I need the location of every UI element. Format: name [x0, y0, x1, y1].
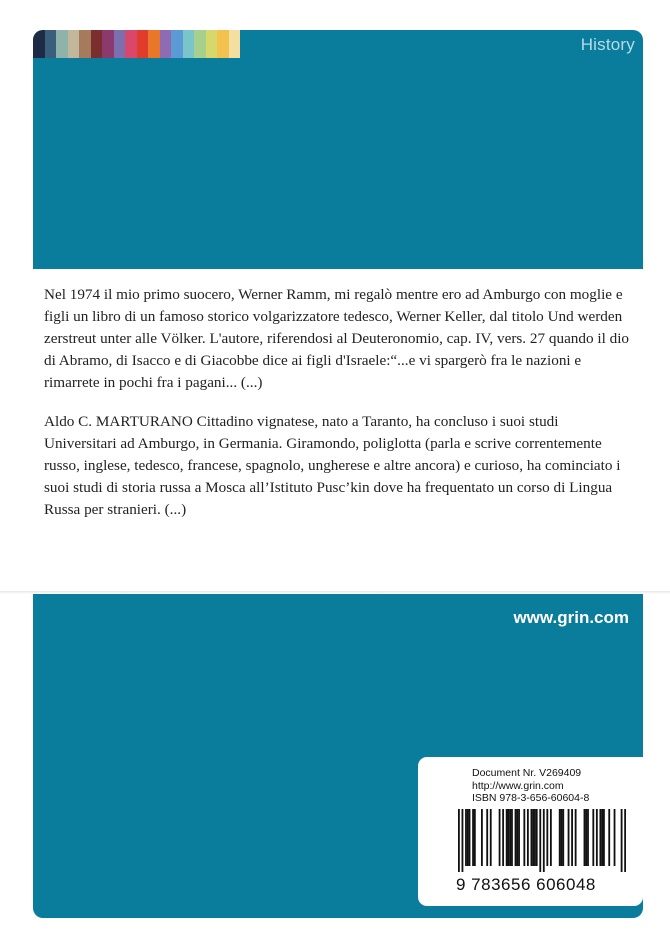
barcode-bar — [518, 809, 520, 866]
barcode-bar — [506, 809, 508, 866]
barcode-bar — [536, 809, 538, 866]
barcode-bar — [539, 809, 541, 872]
color-stripes — [33, 30, 240, 58]
color-stripe — [206, 30, 218, 58]
barcode-bar — [490, 809, 492, 866]
barcode-bar — [575, 809, 577, 866]
barcode-bar — [592, 809, 594, 866]
barcode-bar — [481, 809, 483, 866]
color-stripe — [125, 30, 137, 58]
category-label: History — [580, 35, 635, 54]
color-stripe — [137, 30, 149, 58]
barcode-bar — [509, 809, 511, 866]
barcode-bar — [508, 809, 510, 866]
barcode-bar — [601, 809, 603, 866]
color-stripe — [183, 30, 195, 58]
isbn-number: ISBN 978-3-656-60604-8 — [472, 792, 590, 804]
barcode-bar — [465, 809, 467, 866]
color-stripe — [33, 30, 45, 58]
barcode-bar — [599, 809, 601, 866]
barcode-bar — [559, 809, 561, 866]
document-info — [472, 767, 589, 805]
barcode-bar — [523, 809, 525, 866]
barcode-bar — [469, 809, 471, 866]
barcode-bar — [550, 809, 552, 866]
barcode-bar — [502, 809, 504, 866]
barcode-bar — [571, 809, 573, 866]
isbn-barcode — [458, 809, 626, 872]
color-stripe — [79, 30, 91, 58]
cover-top-panel — [33, 30, 643, 269]
color-stripe — [102, 30, 114, 58]
color-stripe — [229, 30, 241, 58]
barcode-bar — [568, 809, 570, 866]
barcode-bar — [546, 809, 548, 866]
barcode-bar — [584, 809, 586, 866]
color-stripe — [45, 30, 57, 58]
document-number: Document Nr. V269409 — [472, 767, 582, 779]
barcode-bar — [603, 809, 605, 866]
barcode-bar — [624, 809, 626, 872]
color-stripe — [160, 30, 172, 58]
barcode-bar — [561, 809, 563, 866]
barcode-box — [418, 757, 643, 906]
color-stripe — [68, 30, 80, 58]
color-stripe — [114, 30, 126, 58]
barcode-bar — [532, 809, 534, 866]
barcode-bar — [587, 809, 589, 866]
barcode-bar — [596, 809, 598, 866]
barcode-bar — [515, 809, 517, 866]
color-stripe — [148, 30, 160, 58]
color-stripe — [171, 30, 183, 58]
barcode-bar — [462, 809, 464, 872]
document-url: http://www.grin.com — [472, 779, 564, 792]
barcode-bar — [472, 809, 474, 866]
barcode-bar — [531, 809, 533, 866]
barcode-bar — [474, 809, 476, 866]
barcode-bar — [608, 809, 610, 866]
barcode-bar — [499, 809, 501, 866]
barcode-digits: 9 783656 606048 — [456, 875, 596, 894]
barcode-bar — [585, 809, 587, 866]
book-description: Nel 1974 il mio primo suocero, Werner Ramm, mi regalò mentre ero ad Amburgo con moglie e figli un libro di un famoso storico volgarizzatore tedesco, Werner Keller, dal titolo Und werden zerstreut unter alle Völker. L'autore, riferendosi al Deuteronomio, cap. IV, vers. 27 quando il dio di Abramo, di Isacco e di Giacobbe dice ai figli d'Israele:“...e vi spargerò fra le nazioni e rimarrete in pochi fra i pagani... (...) — [44, 286, 630, 391]
blurb-area — [33, 269, 643, 591]
color-stripe — [56, 30, 68, 58]
barcode-bar — [458, 809, 460, 872]
barcode-bar — [486, 809, 488, 866]
author-bio: Aldo C. MARTURANO Cittadino vignatese, nato a Taranto, ha concluso i suoi studi Universitari ad Amburgo, in Germania. Giramondo, poliglotta (parla e scrive correntemente russo, inglese, tedesco, francese, spagnolo, ungherese e altre ancora) e curioso, ha cominciato i suoi studi di storia russa a Mosca all’Istituto Pusc’kin dove ha frequentato un corso di Lingua Russa per stranieri. (...) — [44, 413, 621, 518]
barcode-bar — [527, 809, 529, 866]
color-stripe — [91, 30, 103, 58]
color-stripe — [194, 30, 206, 58]
color-stripe — [217, 30, 229, 58]
barcode-bar — [516, 809, 518, 866]
barcode-bar — [614, 809, 616, 866]
barcode-bar — [467, 809, 469, 866]
website-link[interactable]: www.grin.com — [513, 608, 629, 627]
barcode-bar — [562, 809, 564, 866]
barcode-bar — [543, 809, 545, 872]
cover-bottom-panel — [33, 594, 643, 918]
barcode-bar — [511, 809, 513, 866]
barcode-bar — [621, 809, 623, 872]
barcode-bar — [534, 809, 536, 866]
